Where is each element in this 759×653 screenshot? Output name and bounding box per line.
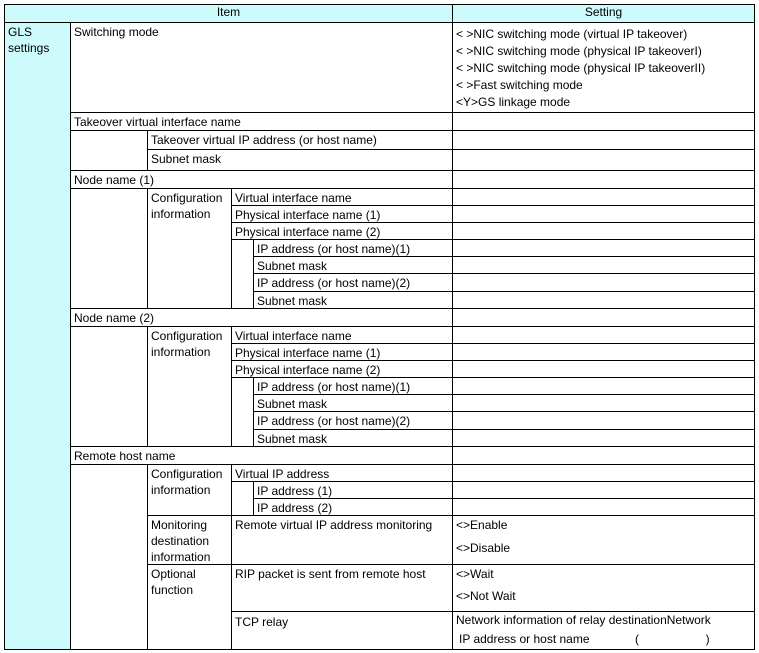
- takeover-ip-value[interactable]: [452, 130, 755, 150]
- node1-pif2-label: Physical interface name (2): [231, 222, 453, 240]
- tcp-ip-row[interactable]: [456, 631, 751, 648]
- node1-pif1-value[interactable]: [452, 205, 755, 223]
- node2-vif-value[interactable]: [452, 326, 755, 344]
- remote-indent: [70, 464, 148, 650]
- remote-config-label: Configuration information: [147, 464, 232, 516]
- remote-ip1-label: IP address (1): [253, 481, 453, 499]
- node1-ip1-label: IP address (or host name)(1): [253, 239, 453, 257]
- node1-ip1-value[interactable]: [452, 239, 755, 257]
- monitor-option-disable[interactable]: <>Disable: [456, 541, 511, 555]
- node1-indent: [70, 188, 148, 309]
- node1-mask1-value[interactable]: [452, 256, 755, 274]
- switching-option-virtual-ip[interactable]: < >NIC switching mode (virtual IP takeover): [456, 27, 688, 41]
- node2-value[interactable]: [452, 308, 755, 327]
- remote-monitor-options[interactable]: [452, 515, 755, 565]
- node1-ip2-label: IP address (or host name)(2): [253, 273, 453, 292]
- rip-option-not-wait[interactable]: <>Not Wait: [456, 589, 516, 603]
- node2-pif2-label: Physical interface name (2): [231, 360, 453, 378]
- takeover-ip-label: Takeover virtual IP address (or host name): [147, 130, 453, 150]
- takeover-label: Takeover virtual interface name: [70, 112, 453, 131]
- node1-label: Node name (1): [70, 170, 453, 189]
- switching-option-gs-linkage[interactable]: <Y>GS linkage mode: [456, 95, 571, 109]
- header-item: Item: [4, 4, 453, 23]
- node1-mask1-label: Subnet mask: [253, 256, 453, 274]
- remote-label: Remote host name: [70, 446, 453, 465]
- rip-option-wait[interactable]: <>Wait: [456, 567, 494, 581]
- node1-sub-indent: [231, 239, 254, 309]
- node1-vif-label: Virtual interface name: [231, 188, 453, 206]
- tcp-ip-label: IP address or host name: [459, 632, 590, 646]
- node2-ip2-label: IP address (or host name)(2): [253, 411, 453, 430]
- node2-ip2-value[interactable]: [452, 411, 755, 430]
- remote-ip2-label: IP address (2): [253, 498, 453, 516]
- header-setting: Setting: [452, 4, 755, 23]
- switching-option-physical-ip-1[interactable]: < >NIC switching mode (physical IP takeoverI): [456, 44, 702, 58]
- tcp-ip-paren[interactable]: ( ): [635, 632, 710, 646]
- node1-pif1-label: Physical interface name (1): [231, 205, 453, 223]
- remote-rip-label: RIP packet is sent from remote host: [231, 564, 453, 612]
- remote-value[interactable]: [452, 446, 755, 465]
- remote-ip1-value[interactable]: [452, 481, 755, 499]
- takeover-value[interactable]: [452, 112, 755, 131]
- node2-mask2-value[interactable]: [452, 429, 755, 447]
- node2-ip1-label: IP address (or host name)(1): [253, 377, 453, 395]
- remote-optional-label: Optional function: [147, 564, 232, 650]
- node2-mask1-value[interactable]: [452, 394, 755, 412]
- node2-label: Node name (2): [70, 308, 453, 327]
- remote-ip2-value[interactable]: [452, 498, 755, 516]
- remote-vip-value[interactable]: [452, 464, 755, 482]
- switching-option-physical-ip-2[interactable]: < >NIC switching mode (physical IP takeoverII): [456, 61, 706, 75]
- node2-sub-indent: [231, 377, 254, 447]
- node2-mask1-label: Subnet mask: [253, 394, 453, 412]
- takeover-indent: [70, 130, 148, 171]
- node2-config-label: Configuration information: [147, 326, 232, 447]
- tcp-network-info: Network information of relay destinationNetwork: [456, 613, 711, 627]
- node2-vif-label: Virtual interface name: [231, 326, 453, 344]
- node1-mask2-label: Subnet mask: [253, 291, 453, 309]
- node1-mask2-value[interactable]: [452, 291, 755, 309]
- switching-mode-label: Switching mode: [70, 22, 453, 113]
- gls-settings-label: GLS settings: [4, 22, 71, 650]
- remote-tcp-value[interactable]: [452, 611, 755, 650]
- node2-ip1-value[interactable]: [452, 377, 755, 395]
- node1-pif2-value[interactable]: [452, 222, 755, 240]
- remote-tcp-label: TCP relay: [231, 611, 453, 650]
- node2-pif1-label: Physical interface name (1): [231, 343, 453, 361]
- switching-mode-options[interactable]: [452, 22, 755, 113]
- node1-ip2-value[interactable]: [452, 273, 755, 292]
- remote-monitor-label: Monitoring destination information: [147, 515, 232, 565]
- remote-monitor-item-label: Remote virtual IP address monitoring: [231, 515, 453, 565]
- remote-rip-options[interactable]: [452, 564, 755, 612]
- remote-vip-label: Virtual IP address: [231, 464, 453, 482]
- node2-indent: [70, 326, 148, 447]
- takeover-mask-value[interactable]: [452, 149, 755, 171]
- takeover-mask-label: Subnet mask: [147, 149, 453, 171]
- switching-option-fast[interactable]: < >Fast switching mode: [456, 78, 583, 92]
- node2-pif2-value[interactable]: [452, 360, 755, 378]
- remote-sub-indent: [231, 481, 254, 516]
- node1-value[interactable]: [452, 170, 755, 189]
- node1-vif-value[interactable]: [452, 188, 755, 206]
- node1-config-label: Configuration information: [147, 188, 232, 309]
- node2-pif1-value[interactable]: [452, 343, 755, 361]
- node2-mask2-label: Subnet mask: [253, 429, 453, 447]
- monitor-option-enable[interactable]: <>Enable: [456, 518, 508, 532]
